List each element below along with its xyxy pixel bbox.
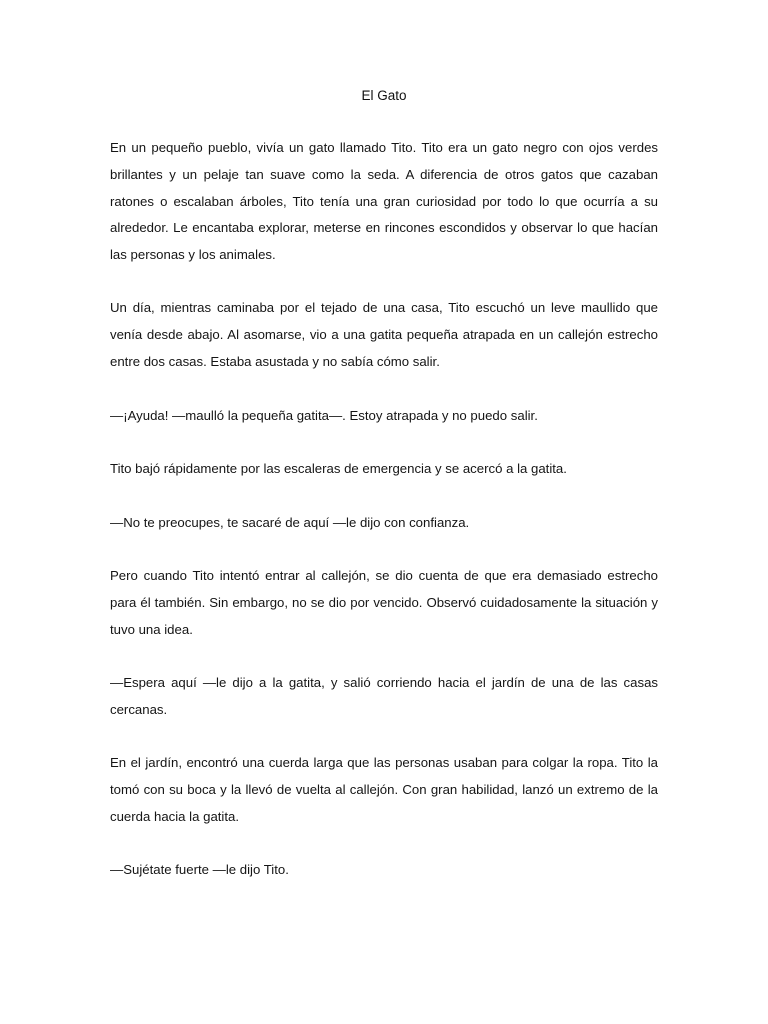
paragraph: Un día, mientras caminaba por el tejado de una casa, Tito escuchó un leve maullido que venía desde abajo. Al asomarse, vio a una gatita pequeña atrapada en un callejón estrecho entre dos casas. Estaba asustada y no sabía cómo salir. (110, 300, 658, 369)
paragraph: —¡Ayuda! —maulló la pequeña gatita—. Estoy atrapada y no puedo salir. (110, 408, 538, 423)
paragraph: —Espera aquí —le dijo a la gatita, y salió corriendo hacia el jardín de una de las casas cercanas. (110, 675, 658, 717)
paragraph: En el jardín, encontró una cuerda larga que las personas usaban para colgar la ropa. Tito la tomó con su boca y la llevó de vuelta al callejón. Con gran habilidad, lanzó un extremo de la cuerda hacia la gatita. (110, 755, 658, 824)
document-title: El Gato (361, 88, 407, 103)
paragraph: —No te preocupes, te sacaré de aquí —le dijo con confianza. (110, 515, 470, 530)
paragraph: Tito bajó rápidamente por las escaleras de emergencia y se acercó a la gatita. (110, 461, 567, 476)
paragraph: Pero cuando Tito intentó entrar al callejón, se dio cuenta de que era demasiado estrecho para él también. Sin embargo, no se dio por vencido. Observó cuidadosamente la situación y tuvo una idea. (110, 568, 658, 637)
paragraph: En un pequeño pueblo, vivía un gato llamado Tito. Tito era un gato negro con ojos verdes brillantes y un pelaje tan suave como la seda. A diferencia de otros gatos que cazaban ratones o escalaban árboles, Tito tenía una gran curiosidad por todo lo que ocurría a su alrededor. Le encantaba explorar, meterse en rincones escondidos y observar lo que hacían las personas y los animales. (110, 140, 658, 263)
paragraph: —Sujétate fuerte —le dijo Tito. (110, 862, 289, 877)
